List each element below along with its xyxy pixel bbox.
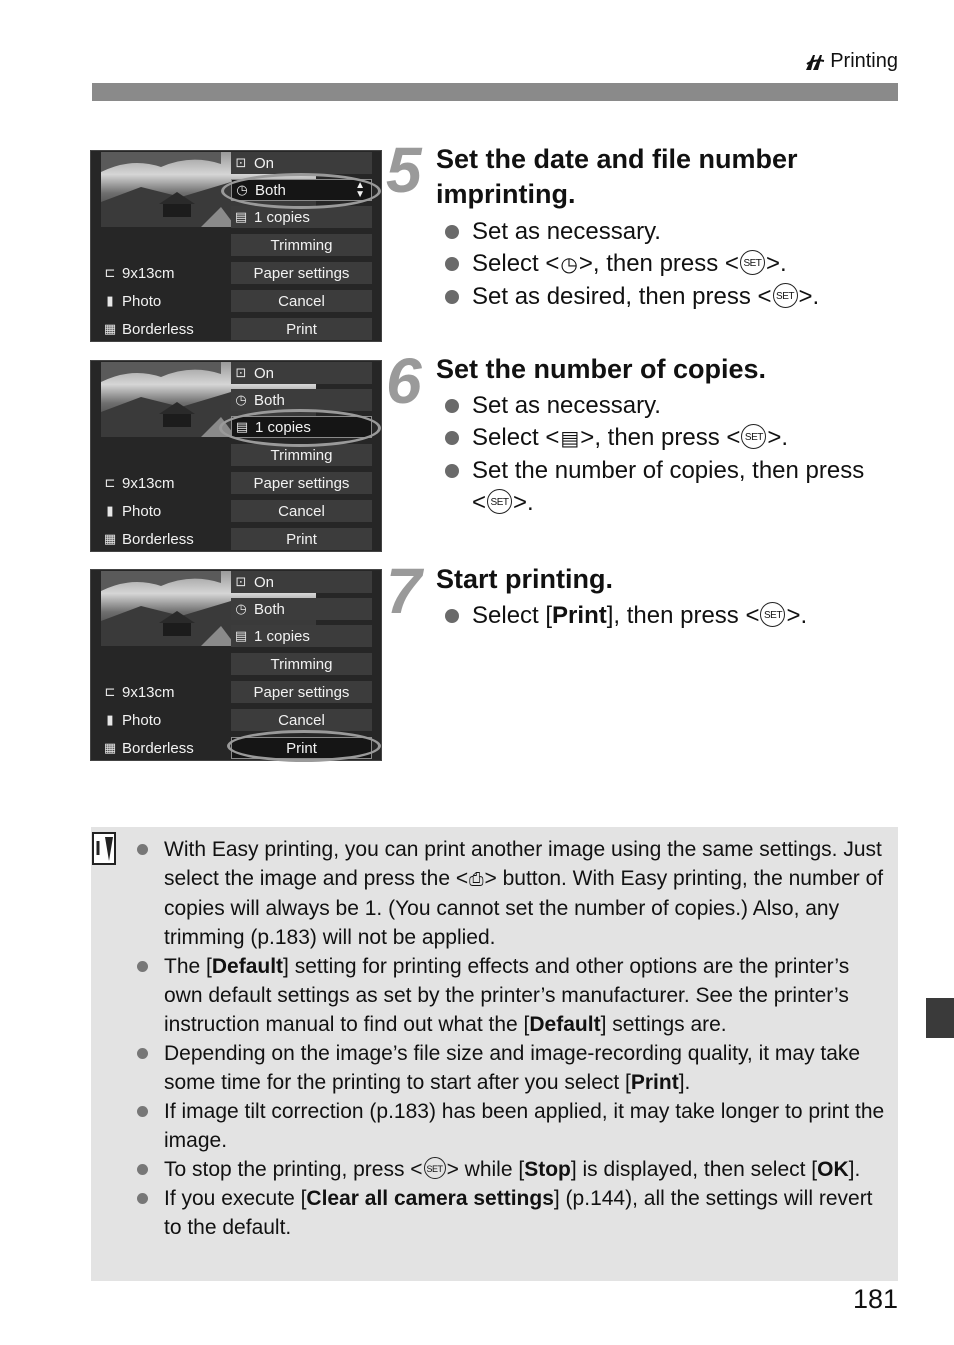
bullet-text: Select < — [472, 250, 560, 277]
effect-icon: ⊡ — [235, 574, 247, 589]
menu-item-effect[interactable] — [231, 571, 372, 593]
step-number: 5 — [386, 134, 422, 206]
note-text: Depending on the image’s file size and image-recording quality, it may take some time for the printing to start after you select [ — [164, 1042, 861, 1094]
step-bullets — [442, 600, 807, 632]
paper-type-icon: ▮ — [106, 503, 114, 518]
menu-item-copies[interactable] — [231, 625, 372, 647]
copies-icon: ▤ — [234, 209, 248, 224]
bullet-item — [442, 422, 864, 455]
trimming-button[interactable]: Trimming — [231, 653, 372, 675]
paper-settings-button[interactable]: Paper settings — [231, 262, 372, 284]
bullet-text: >. — [767, 424, 789, 451]
date-file-icon: ◷ — [236, 182, 248, 197]
camera-screen-date-file — [90, 150, 382, 342]
note-text: ] setting for printing effects and other options are the printer’s own default settings as set by the printer’s manufacturer. See the printer’s instruction manual to find out what the [ — [164, 955, 850, 1036]
menu-item-effect[interactable] — [231, 362, 372, 384]
step-number: 7 — [386, 555, 422, 627]
bullet-item — [442, 281, 819, 313]
chapter-tab — [926, 998, 954, 1038]
menu-item-effect[interactable] — [231, 152, 372, 174]
bullet-item — [442, 390, 864, 422]
paper-settings-button[interactable]: Paper settings — [231, 681, 372, 703]
note-bold-text: Default — [529, 1013, 601, 1036]
cancel-button[interactable]: Cancel — [231, 709, 372, 731]
header-rule — [92, 83, 898, 101]
note-text: To stop the printing, press < — [164, 1158, 423, 1181]
step-title: Start printing. — [436, 564, 613, 594]
notes-list — [135, 835, 885, 1242]
highlight-ring — [219, 409, 381, 447]
easy-print-icon: ⎙ — [469, 869, 484, 889]
bullet-text: ], then press < — [606, 602, 760, 629]
notes-box — [91, 827, 898, 1281]
note-item — [135, 835, 885, 952]
paper-type-icon: ▮ — [106, 712, 114, 727]
camera-screen-print — [90, 569, 382, 761]
menu-item-date-file[interactable] — [231, 598, 372, 620]
step-title — [436, 142, 798, 212]
info-label: Borderless — [122, 739, 194, 757]
menu-item-label: On — [254, 364, 275, 382]
info-label: Photo — [122, 502, 162, 520]
menu-item-label: 1 copies — [254, 627, 310, 645]
note-text: > button. With Easy printing, the number of copies will always be 1. (You cannot set the number of copies.) Also, any trimming (p.183) will not be applied. — [164, 867, 884, 949]
bullet-text: Set as necessary. — [472, 392, 661, 419]
highlight-ring — [227, 730, 381, 762]
layout-info — [101, 737, 194, 759]
note-text: > while [ — [446, 1158, 525, 1181]
info-label: Borderless — [122, 530, 194, 548]
camera-screen-copies — [90, 360, 382, 552]
note-bold-text: Default — [211, 955, 284, 978]
info-label: 9x13cm — [122, 264, 175, 282]
copies-icon: ▤ — [235, 419, 249, 434]
note-text: ] settings are. — [600, 1013, 727, 1036]
step-title-line: imprinting. — [436, 179, 576, 209]
menu-item-label: On — [254, 573, 275, 591]
bullet-text: < — [472, 489, 487, 516]
note-text: ] is displayed, then select [ — [570, 1158, 818, 1181]
trimming-button[interactable]: Trimming — [231, 444, 372, 466]
bullet-text: >, then press < — [580, 424, 741, 451]
printing-icon — [804, 52, 826, 72]
bullet-item — [442, 216, 819, 248]
cancel-button[interactable]: Cancel — [231, 500, 372, 522]
paper-type-icon: ▮ — [106, 293, 114, 308]
step-title: Set the number of copies. — [436, 354, 767, 384]
bullet-text: Set as desired, then press < — [472, 283, 772, 310]
note-item — [135, 952, 885, 1039]
paper-size-info — [101, 262, 175, 284]
note-text: ]. — [848, 1158, 861, 1181]
layout-icon: ▦ — [103, 740, 117, 755]
paper-type-info — [101, 290, 161, 312]
bullet-item — [442, 455, 864, 519]
memo-icon — [91, 831, 121, 867]
bullet-bold-text: Print — [552, 602, 607, 629]
step-bullets — [442, 390, 864, 519]
menu-item-label: 1 copies — [254, 208, 310, 226]
bullet-text: >. — [786, 602, 808, 629]
date-file-icon: ◷ — [235, 601, 247, 616]
print-button[interactable]: Print — [231, 318, 372, 340]
paper-settings-button[interactable]: Paper settings — [231, 472, 372, 494]
copies-icon: ▤ — [560, 428, 580, 450]
bullet-item — [442, 248, 819, 281]
info-label: Photo — [122, 711, 162, 729]
bullet-text: >. — [798, 283, 820, 310]
info-label: Borderless — [122, 320, 194, 338]
layout-info — [101, 318, 194, 340]
note-text: The [ — [164, 955, 212, 978]
note-item — [135, 1184, 885, 1242]
note-bold-text: Print — [630, 1071, 679, 1094]
set-button-icon: SET — [424, 1157, 446, 1179]
set-button-icon: SET — [487, 489, 512, 514]
copies-icon: ▤ — [234, 628, 248, 643]
note-item — [135, 1155, 885, 1184]
bullet-text: >. — [765, 250, 787, 277]
bullet-text: >, then press < — [578, 250, 739, 277]
step-bullets — [442, 216, 819, 313]
paper-size-icon: ⊏ — [104, 475, 116, 490]
info-label: Photo — [122, 292, 162, 310]
trimming-button[interactable]: Trimming — [231, 234, 372, 256]
highlight-ring — [221, 173, 381, 209]
note-bold-text: Stop — [524, 1158, 571, 1181]
bullet-text: Select [ — [472, 602, 553, 629]
print-button[interactable]: Print — [231, 528, 372, 550]
note-text: With Easy printing, you can print another image using the same settings. Just select the image and press the < — [164, 838, 882, 890]
step-title-line: Set the date and file number — [436, 144, 798, 174]
bullet-item — [442, 600, 807, 632]
menu-item-label: Both — [254, 391, 285, 409]
set-button-icon: SET — [773, 283, 798, 308]
set-button-icon: SET — [760, 602, 785, 627]
note-text: ]. — [678, 1071, 691, 1094]
paper-size-icon: ⊏ — [104, 265, 116, 280]
set-button-icon: SET — [741, 424, 766, 449]
menu-item-label: Both — [254, 600, 285, 618]
section-title: Printing — [830, 50, 898, 72]
effect-icon: ⊡ — [235, 365, 247, 380]
date-file-icon: ◷ — [560, 254, 578, 276]
note-text: ] (p.144), all the settings will revert to the default. — [164, 1187, 873, 1239]
menu-item-label: On — [254, 154, 275, 172]
note-text: If image tilt correction (p.183) has been applied, it may take longer to print the image. — [164, 1100, 885, 1152]
date-file-icon: ◷ — [235, 392, 247, 407]
paper-type-info — [101, 709, 161, 731]
effect-icon: ⊡ — [235, 155, 247, 170]
print-button[interactable]: Print — [231, 737, 372, 759]
info-label: 9x13cm — [122, 683, 175, 701]
menu-item-date-file[interactable] — [231, 389, 372, 411]
paper-type-info — [101, 500, 161, 522]
set-button-icon: SET — [740, 250, 765, 275]
note-bold-text: Clear all camera settings — [306, 1187, 554, 1210]
bullet-text: Set the number of copies, then press — [472, 457, 865, 484]
note-item — [135, 1097, 885, 1155]
menu-item-copies[interactable] — [231, 206, 372, 228]
note-text: If you execute [ — [164, 1187, 307, 1210]
up-down-arrows-icon: ▲ ▼ — [355, 180, 365, 200]
info-label: 9x13cm — [122, 474, 175, 492]
layout-icon: ▦ — [103, 321, 117, 336]
section-header — [804, 50, 898, 73]
bullet-text: Set as necessary. — [472, 218, 661, 245]
cancel-button[interactable]: Cancel — [231, 290, 372, 312]
menu-item-label: 1 copies — [255, 418, 311, 436]
bullet-text: Select < — [472, 424, 560, 451]
layout-info — [101, 528, 194, 550]
paper-size-info — [101, 472, 175, 494]
menu-item-label: Both — [255, 181, 286, 199]
note-item — [135, 1039, 885, 1097]
paper-size-info — [101, 681, 175, 703]
paper-size-icon: ⊏ — [104, 684, 116, 699]
step-number: 6 — [386, 345, 422, 417]
page-number: 181 — [852, 1284, 898, 1314]
layout-icon: ▦ — [103, 531, 117, 546]
bullet-text: >. — [513, 489, 534, 516]
note-bold-text: OK — [817, 1158, 849, 1181]
